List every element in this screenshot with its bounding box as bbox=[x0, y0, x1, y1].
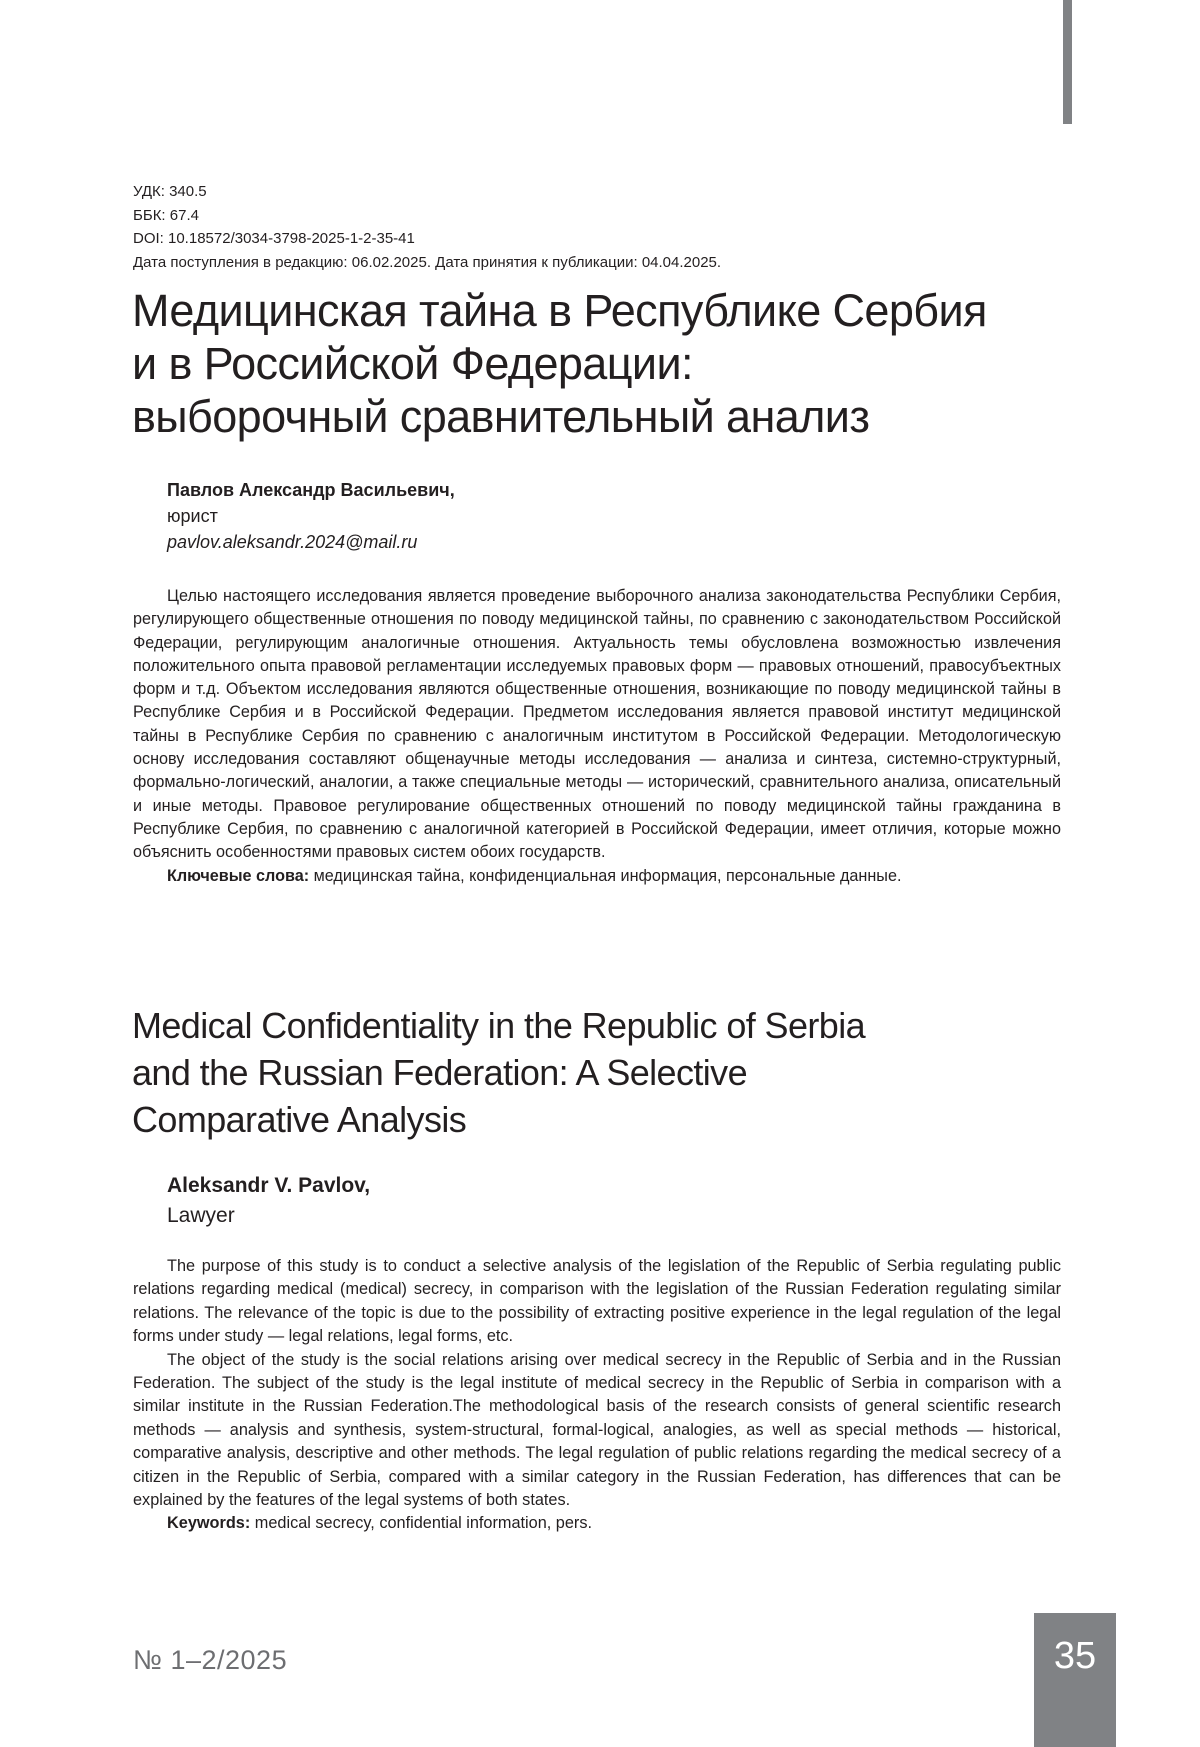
article-title-ru bbox=[132, 284, 1052, 443]
issue-number: № 1–2/2025 bbox=[133, 1645, 287, 1676]
article-title-en bbox=[132, 1002, 1052, 1143]
submission-dates: Дата поступления в редакцию: 06.02.2025. Дата принятия к публикации: 04.04.2025. bbox=[133, 251, 721, 275]
title-ru-line-1: Медицинская тайна в Республике Сербия bbox=[132, 284, 1052, 337]
title-ru-line-3: выборочный сравнительный анализ bbox=[132, 390, 1052, 443]
abstract-ru bbox=[133, 585, 1061, 888]
title-en-line-2: and the Russian Federation: A Selective bbox=[132, 1049, 1052, 1096]
author-position-en: Lawyer bbox=[167, 1201, 370, 1231]
bbk-code: ББК: 67.4 bbox=[133, 204, 721, 228]
keywords-en-text: medical secrecy, confidential information, pers. bbox=[250, 1514, 592, 1532]
abstract-en bbox=[133, 1255, 1061, 1536]
title-en-line-3: Comparative Analysis bbox=[132, 1096, 1052, 1143]
udk-code: УДК: 340.5 bbox=[133, 180, 721, 204]
author-position-ru: юрист bbox=[167, 503, 455, 529]
abstract-en-paragraph-1: The purpose of this study is to conduct a selective analysis of the legislation of the Republic of Serbia regulating public relations regarding medical (medical) secrecy, in comparison with the legislation of the Russian Federation regulating similar relations. The relevance of the topic is due to the possibility of extracting positive experience in the legal regulation of the legal forms under study — legal relations, legal forms, etc. bbox=[133, 1255, 1061, 1349]
title-en-line-1: Medical Confidentiality in the Republic of Serbia bbox=[132, 1002, 1052, 1049]
keywords-en bbox=[133, 1512, 1061, 1535]
author-block-ru bbox=[167, 477, 455, 555]
author-name-en: Aleksandr V. Pavlov, bbox=[167, 1171, 370, 1201]
author-email[interactable]: pavlov.aleksandr.2024@mail.ru bbox=[167, 529, 455, 555]
keywords-en-label: Keywords: bbox=[167, 1514, 250, 1532]
abstract-en-paragraph-2: The object of the study is the social relations arising over medical secrecy in the Republic of Serbia and in the Russian Federation. The subject of the study is the legal institute of medical secrecy in the Republic of Serbia in comparison with a similar institute in the Russian Federation.The methodological basis of the research consists of general scientific research methods — analysis and synthesis, system-structural, formal-logical, analogies, as well as special methods — historical, comparative analysis, descriptive and other methods. The legal regulation of public relations regarding the medical secrecy of a citizen in the Republic of Serbia, compared with a similar category in the Russian Federation, has differences that can be explained by the features of the legal systems of both states. bbox=[133, 1349, 1061, 1513]
top-decorative-bar bbox=[1063, 0, 1072, 124]
keywords-ru-text: медицинская тайна, конфиденциальная информация, персональные данные. bbox=[309, 867, 901, 885]
author-name-ru: Павлов Александр Васильевич, bbox=[167, 477, 455, 503]
keywords-ru-label: Ключевые слова: bbox=[167, 867, 309, 885]
doi: DOI: 10.18572/3034-3798-2025-1-2-35-41 bbox=[133, 227, 721, 251]
abstract-ru-text: Целью настоящего исследования является проведение выборочного анализа законодательства Республики Сербия, регулирующего общественные отношения по поводу медицинской тайны, по сравнению с законодательством Российской Федерации, регулирующим аналогичные отношения. Актуальность темы обусловлена возможностью извлечения положительного опыта правовой регламентации исследуемых правовых форм — правовых отношений, правосубъектных форм и т.д. Объектом исследования являются общественные отношения, возникающие по поводу медицинской тайны в Республике Сербия и в Российской Федерации. Предметом исследования является правовой институт медицинской тайны в Республике Сербия по сравнению с аналогичным институтом в Российской Федерации. Методологическую основу исследования составляют общенаучные методы исследования — анализа и синтеза, системно-структурный, формально-логический, аналогии, а также специальные методы — исторический, сравнительного анализа, описательный и иные методы. Правовое регулирование общественных отношений по поводу медицинской тайны гражданина в Республике Сербия, по сравнению с аналогичной категорией в Российской Федерации, имеет отличия, которые можно объяснить особенностями правовых систем обоих государств. bbox=[133, 585, 1061, 865]
author-block-en bbox=[167, 1171, 370, 1231]
article-metadata bbox=[133, 180, 721, 274]
title-ru-line-2: и в Российской Федерации: bbox=[132, 337, 1052, 390]
page-number: 35 bbox=[1034, 1635, 1116, 1678]
page-number-box bbox=[1034, 1613, 1116, 1747]
keywords-ru bbox=[133, 865, 1061, 888]
